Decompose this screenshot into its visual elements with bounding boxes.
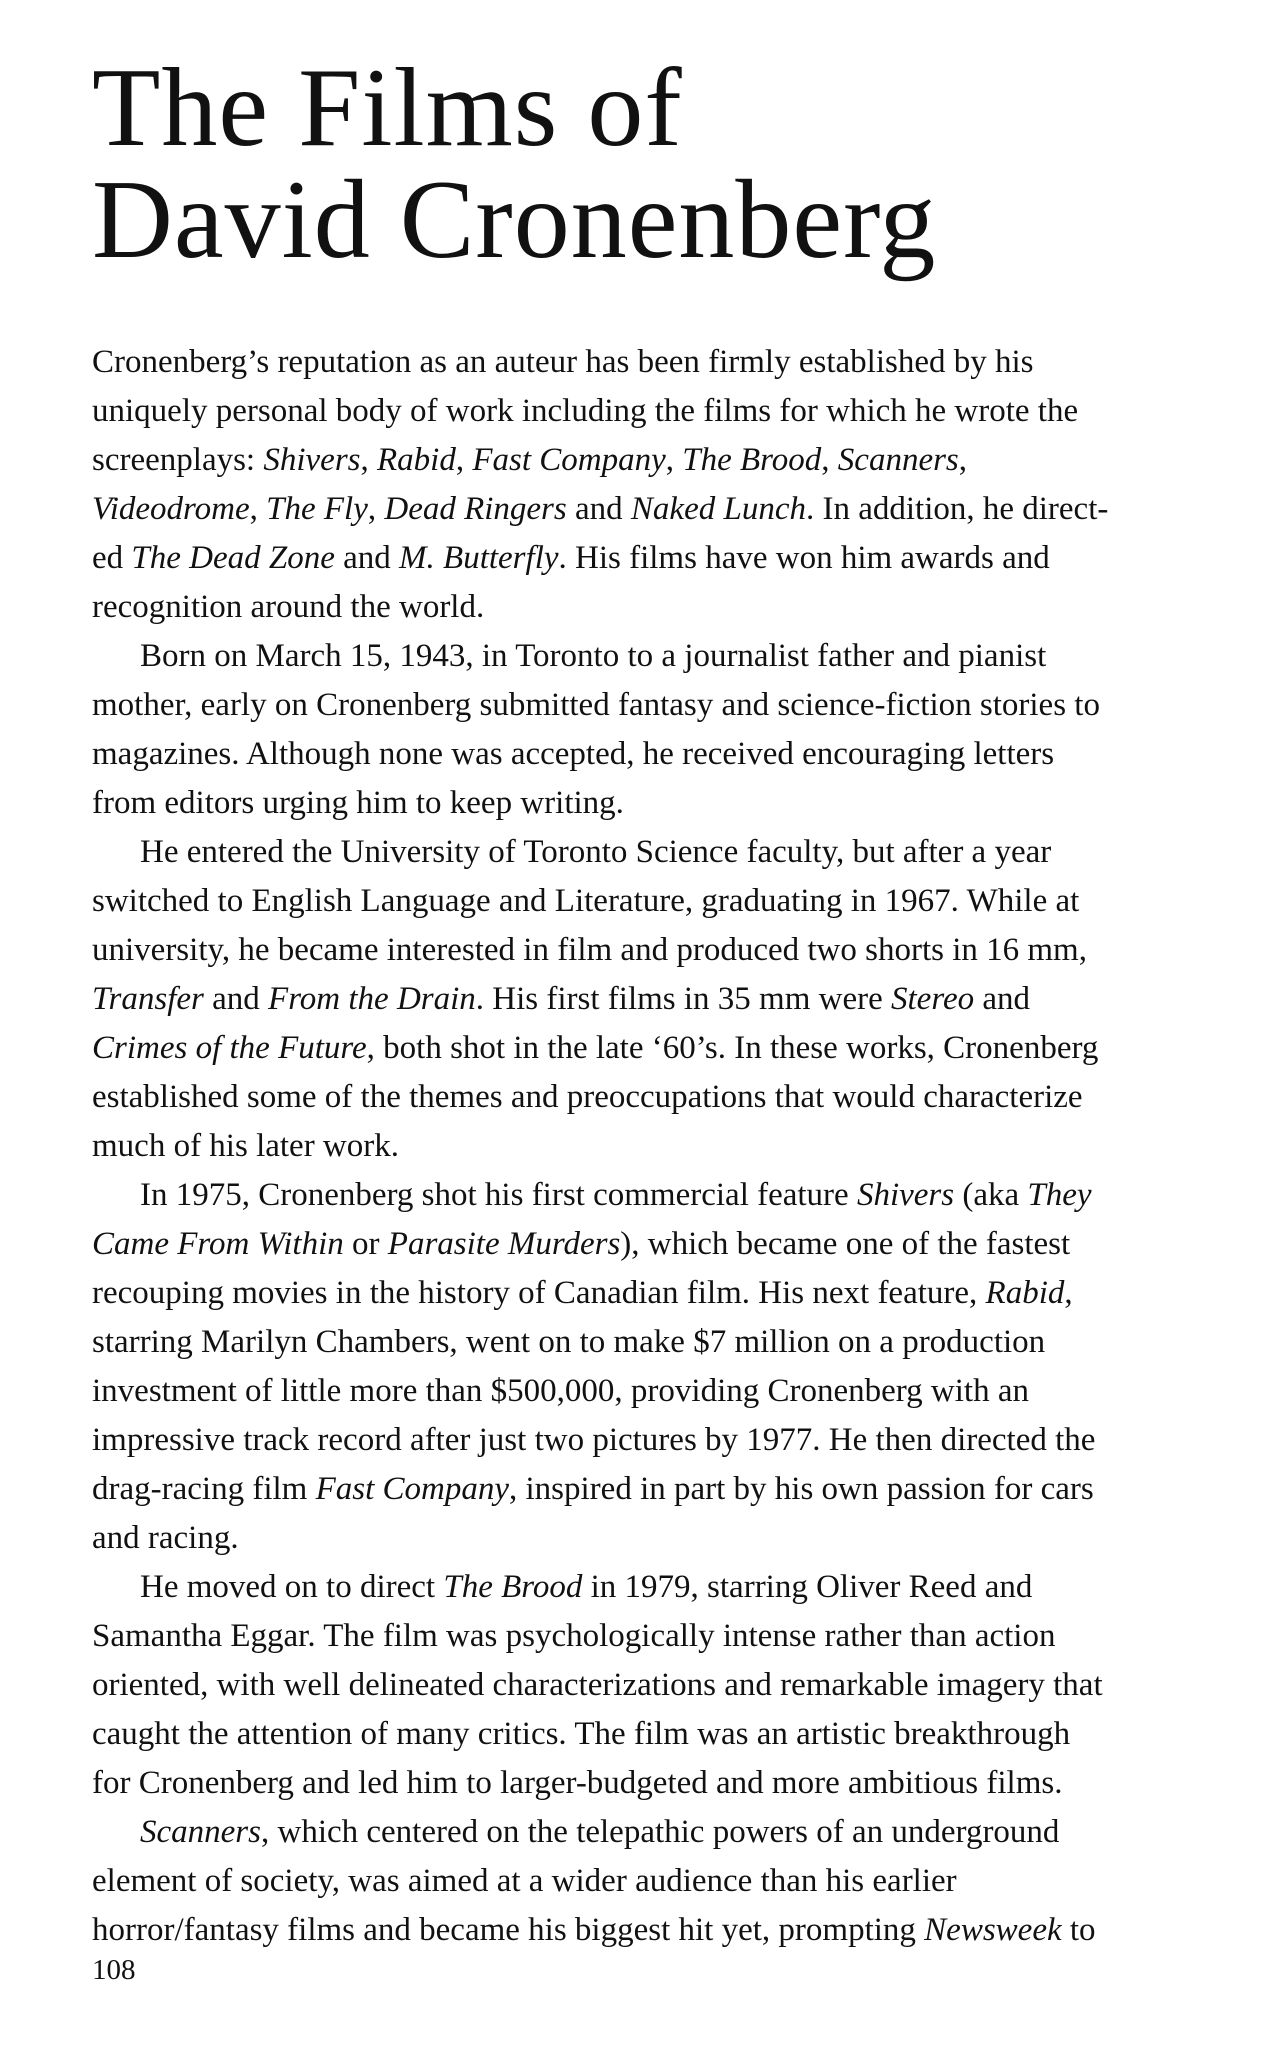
text-line: recognition around the world. — [92, 589, 485, 625]
text-line: Videodrome, The Fly, Dead Ringers and Naked Lunch. In addition, he direct- — [92, 491, 1109, 527]
text-line: element of society, was aimed at a wider audience than his earlier — [92, 1863, 957, 1899]
title-line-2: David Cronenberg — [92, 158, 937, 282]
film-title: Fast Company — [472, 442, 666, 478]
title-line-1: The Films of — [92, 46, 683, 170]
text-line: and racing. — [92, 1520, 239, 1556]
film-title: Scanners — [140, 1814, 261, 1850]
text-line: horror/fantasy films and became his biggest hit yet, prompting Newsweek to — [92, 1912, 1096, 1948]
text-line: mother, early on Cronenberg submitted fantasy and science-fiction stories to — [92, 687, 1100, 723]
film-title: Fast Company — [315, 1471, 509, 1507]
text-line: university, he became interested in film and produced two shorts in 16 mm, — [92, 932, 1087, 968]
text-line: Scanners, which centered on the telepathic powers of an underground — [140, 1814, 1060, 1850]
film-title: They — [1027, 1177, 1092, 1213]
page-title — [92, 46, 1242, 282]
text-line: Came From Within or Parasite Murders), which became one of the fastest — [92, 1226, 1071, 1262]
film-title: The Brood — [682, 442, 822, 478]
text-line: uniquely personal body of work including the films for which he wrote the — [92, 393, 1079, 429]
text-line: He moved on to direct The Brood in 1979, starring Oliver Reed and — [140, 1569, 1033, 1605]
film-title: Shivers — [263, 442, 361, 478]
page-number: 108 — [92, 1954, 136, 1986]
text-line: Crimes of the Future, both shot in the late ‘60’s. In these works, Cronenberg — [92, 1030, 1099, 1066]
text-line: magazines. Although none was accepted, he received encouraging letters — [92, 736, 1055, 772]
film-title: From the Drain — [268, 981, 476, 1017]
film-title: Rabid — [377, 442, 456, 478]
text-line: caught the attention of many critics. The film was an artistic breakthrough — [92, 1716, 1071, 1752]
film-title: Crimes of the Future — [92, 1030, 367, 1066]
text-line: much of his later work. — [92, 1128, 400, 1164]
film-title: Parasite Murders — [387, 1226, 621, 1262]
film-title: Came From Within — [92, 1226, 344, 1262]
text-line: switched to English Language and Literature, graduating in 1967. While at — [92, 883, 1080, 919]
film-title: Videodrome — [92, 491, 250, 527]
text-line: investment of little more than $500,000, providing Cronenberg with an — [92, 1373, 1029, 1409]
film-title: Transfer — [92, 981, 204, 1017]
text-line: Samantha Eggar. The film was psychologically intense rather than action — [92, 1618, 1056, 1654]
text-line: oriented, with well delineated characterizations and remarkable imagery that — [92, 1667, 1103, 1703]
text-line: ed The Dead Zone and M. Butterfly. His films have won him awards and — [92, 540, 1050, 576]
text-line: impressive track record after just two pictures by 1977. He then directed the — [92, 1422, 1096, 1458]
text-line: screenplays: Shivers, Rabid, Fast Company, The Brood, Scanners, — [92, 442, 968, 478]
film-title: Shivers — [856, 1177, 955, 1213]
film-title: Rabid — [985, 1275, 1065, 1311]
text-line: drag-racing film Fast Company, inspired in part by his own passion for cars — [92, 1471, 1094, 1507]
film-title: The Dead Zone — [131, 540, 335, 576]
film-title: The Fly — [266, 491, 368, 527]
text-line: He entered the University of Toronto Science faculty, but after a year — [140, 834, 1052, 870]
text-line: starring Marilyn Chambers, went on to make $7 million on a production — [92, 1324, 1046, 1360]
text-line: from editors urging him to keep writing. — [92, 785, 624, 821]
document-page — [92, 46, 1242, 1955]
text-line: Transfer and From the Drain. His first films in 35 mm were Stereo and — [92, 981, 1031, 1017]
text-line: recouping movies in the history of Canadian film. His next feature, Rabid, — [92, 1275, 1073, 1311]
text-line: for Cronenberg and led him to larger-budgeted and more ambitious films. — [92, 1765, 1063, 1801]
text-line: Born on March 15, 1943, in Toronto to a journalist father and pianist — [140, 638, 1047, 674]
publication-title: Newsweek — [924, 1912, 1062, 1948]
film-title: Stereo — [891, 981, 975, 1017]
film-title: The Brood — [443, 1569, 583, 1605]
text-line: In 1975, Cronenberg shot his first commercial feature Shivers (aka They — [140, 1177, 1092, 1213]
film-title: M. Butterfly — [399, 540, 559, 576]
film-title: Scanners — [837, 442, 959, 478]
body-text — [92, 338, 1242, 1955]
film-title: Naked Lunch — [630, 491, 806, 527]
text-line: Cronenberg’s reputation as an auteur has been firmly established by his — [92, 344, 1034, 380]
text-line: established some of the themes and preoccupations that would characterize — [92, 1079, 1083, 1115]
film-title: Dead Ringers — [384, 491, 567, 527]
